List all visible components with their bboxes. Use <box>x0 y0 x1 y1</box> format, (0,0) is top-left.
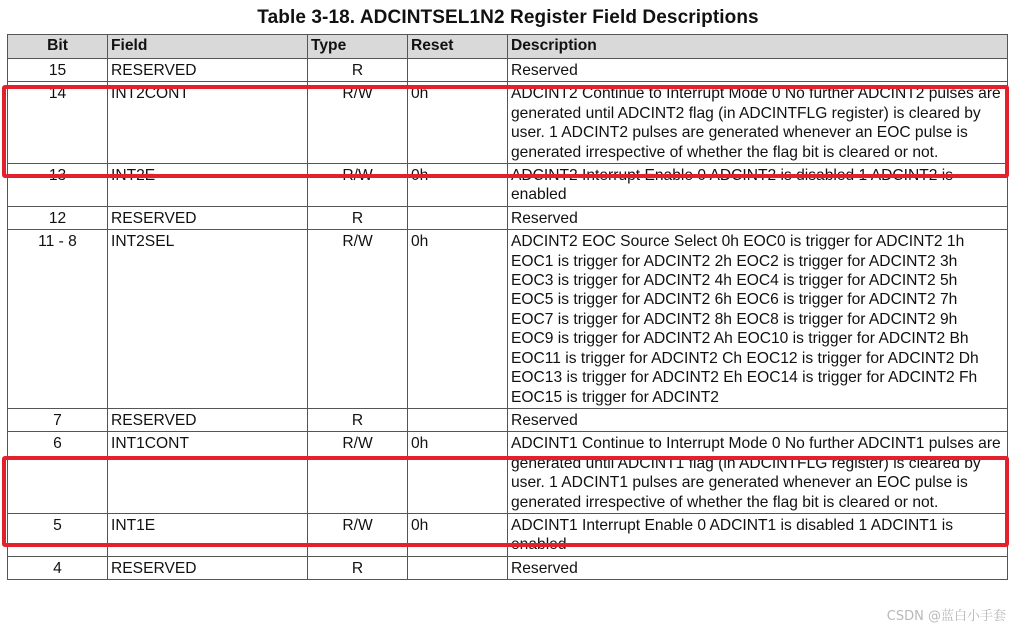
header-field: Field <box>108 35 308 59</box>
register-field-table <box>7 34 1008 580</box>
description-cell: Reserved <box>508 408 1008 431</box>
description-cell: ADCINT2 Interrupt Enable 0 ADCINT2 is disabled 1 ADCINT2 is enabled <box>508 164 1008 207</box>
description-cell: ADCINT1 Interrupt Enable 0 ADCINT1 is disabled 1 ADCINT1 is enabled <box>508 513 1008 556</box>
description-cell: Reserved <box>508 206 1008 229</box>
field-cell: RESERVED <box>108 408 308 431</box>
bit-cell: 12 <box>8 206 108 229</box>
watermark: CSDN @蓝白小手套 <box>886 609 1006 624</box>
header-reset: Reset <box>408 35 508 59</box>
field-cell: INT2CONT <box>108 82 308 164</box>
reset-cell: 0h <box>408 164 508 207</box>
table-row <box>8 59 1008 82</box>
description-cell: ADCINT1 Continue to Interrupt Mode 0 No further ADCINT1 pulses are generated until ADCINT1 flag (in ADCINTFLG register) is cleared by user. 1 ADCINT1 pulses are generated whenever an EOC pulse is generated irrespective of whether the flag bit is cleared or not. <box>508 432 1008 514</box>
header-description: Description <box>508 35 1008 59</box>
field-cell: RESERVED <box>108 59 308 82</box>
bit-cell: 4 <box>8 556 108 579</box>
field-cell: INT2E <box>108 164 308 207</box>
field-cell: INT2SEL <box>108 230 308 409</box>
type-cell: R <box>308 59 408 82</box>
reset-cell <box>408 59 508 82</box>
type-cell: R/W <box>308 82 408 164</box>
field-cell: RESERVED <box>108 556 308 579</box>
reset-cell <box>408 408 508 431</box>
bit-cell: 6 <box>8 432 108 514</box>
reset-cell: 0h <box>408 82 508 164</box>
type-cell: R <box>308 556 408 579</box>
bit-cell: 7 <box>8 408 108 431</box>
reset-cell <box>408 206 508 229</box>
table-row <box>8 206 1008 229</box>
field-cell: RESERVED <box>108 206 308 229</box>
type-cell: R/W <box>308 513 408 556</box>
table-row <box>8 408 1008 431</box>
table-row <box>8 513 1008 556</box>
field-cell: INT1E <box>108 513 308 556</box>
table-row <box>8 432 1008 514</box>
table-caption: Table 3-18. ADCINTSEL1N2 Register Field Descriptions <box>257 7 759 28</box>
bit-cell: 15 <box>8 59 108 82</box>
table-row <box>8 556 1008 579</box>
type-cell: R <box>308 206 408 229</box>
type-cell: R/W <box>308 230 408 409</box>
type-cell: R/W <box>308 432 408 514</box>
table-header-row <box>8 35 1008 59</box>
header-bit: Bit <box>8 35 108 59</box>
description-cell: ADCINT2 EOC Source Select 0h EOC0 is trigger for ADCINT2 1h EOC1 is trigger for ADCINT2 2h EOC2 is trigger for ADCINT2 3h EOC3 is trigger for ADCINT2 4h EOC4 is trigger for ADCINT2 5h EOC5 is trigger for ADCINT2 6h EOC6 is trigger for ADCINT2 7h EOC7 is trigger for ADCINT2 8h EOC8 is trigger for ADCINT2 9h EOC9 is trigger for ADCINT2 Ah EOC10 is trigger for ADCINT2 Bh EOC11 is trigger for ADCINT2 Ch EOC12 is trigger for ADCINT2 Dh EOC13 is trigger for ADCINT2 Eh EOC14 is trigger for ADCINT2 Fh EOC15 is trigger for ADCINT2 <box>508 230 1008 409</box>
description-cell: ADCINT2 Continue to Interrupt Mode 0 No further ADCINT2 pulses are generated until ADCINT2 flag (in ADCINTFLG register) is cleared by user. 1 ADCINT2 pulses are generated whenever an EOC pulse is generated irrespective of whether the flag bit is cleared or not. <box>508 82 1008 164</box>
reset-cell: 0h <box>408 432 508 514</box>
field-cell: INT1CONT <box>108 432 308 514</box>
description-cell: Reserved <box>508 556 1008 579</box>
description-cell: Reserved <box>508 59 1008 82</box>
reset-cell: 0h <box>408 230 508 409</box>
type-cell: R <box>308 408 408 431</box>
table-row <box>8 82 1008 164</box>
type-cell: R/W <box>308 164 408 207</box>
bit-cell: 5 <box>8 513 108 556</box>
bit-cell: 13 <box>8 164 108 207</box>
bit-cell: 14 <box>8 82 108 164</box>
reset-cell <box>408 556 508 579</box>
header-type: Type <box>308 35 408 59</box>
reset-cell: 0h <box>408 513 508 556</box>
bit-cell: 11 - 8 <box>8 230 108 409</box>
table-row <box>8 230 1008 409</box>
table-row <box>8 164 1008 207</box>
